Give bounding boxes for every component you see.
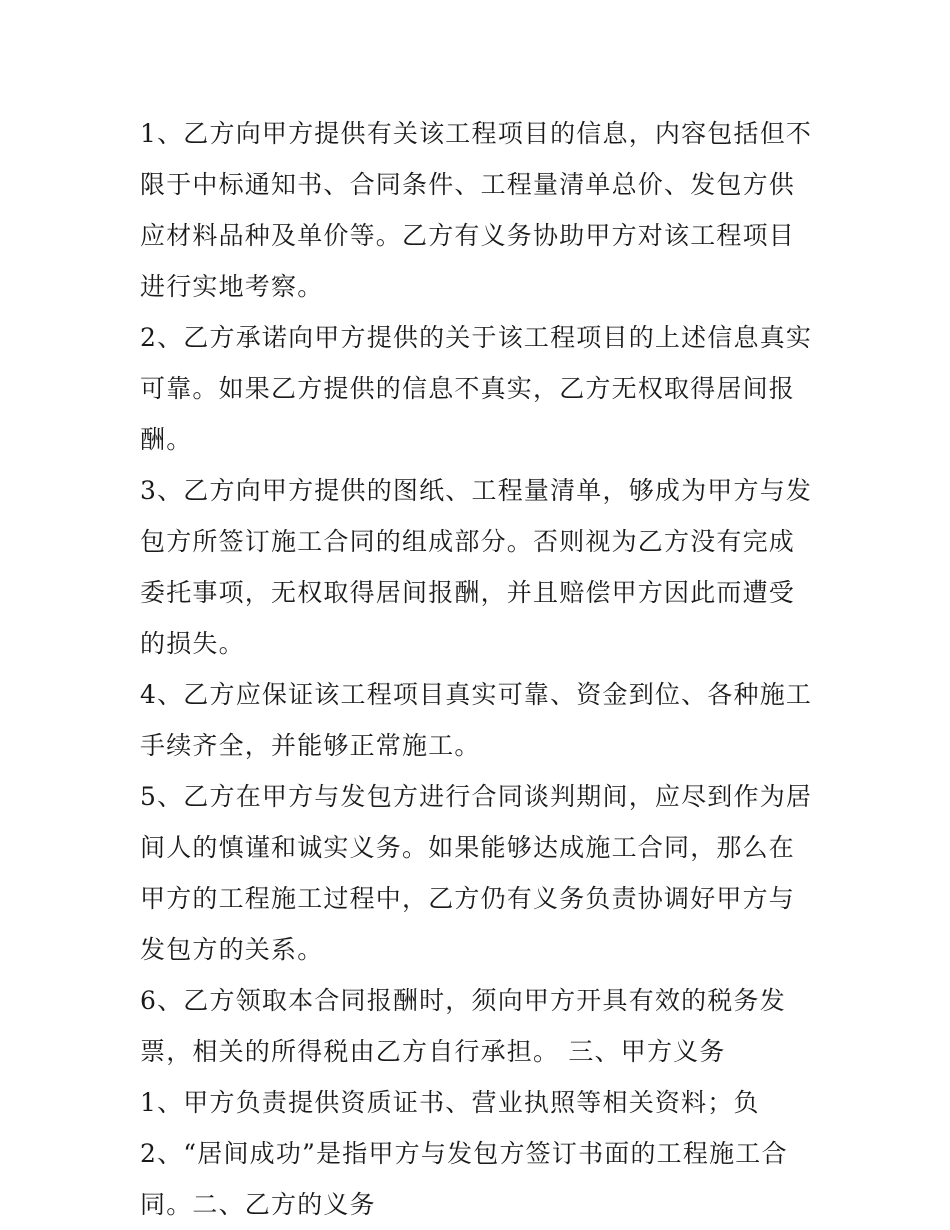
paragraph-6: 6、乙方领取本合同报酬时，须向甲方开具有效的税务发票，相关的所得税由乙方自行承担。 三、甲方义务 xyxy=(140,986,786,1066)
paragraph-4: 4、乙方应保证该工程项目真实可靠、资金到位、各种施工手续齐全，并能够正常施工。 xyxy=(140,680,813,760)
paragraph-1: 1、乙方向甲方提供有关该工程项目的信息，内容包括但不限于中标通知书、合同条件、工程量清单总价、发包方供应材料品种及单价等。乙方有义务协助甲方对该工程项目进行实地考察。 xyxy=(140,119,813,301)
document-body xyxy=(140,108,820,1230)
paragraph-7: 1、甲方负责提供资质证书、营业执照等相关资料；负 2、“居间成功”是指甲方与发包方签订书面的工程施工合同。二、乙方的义务 xyxy=(140,1088,788,1219)
paragraph-5: 5、乙方在甲方与发包方进行合同谈判期间，应尽到作为居间人的慎谨和诚实义务。如果能够达成施工合同，那么在甲方的工程施工过程中，乙方仍有义务负责协调好甲方与发包方的关系。 xyxy=(140,782,813,964)
paragraph-3: 3、乙方向甲方提供的图纸、工程量清单，够成为甲方与发包方所签订施工合同的组成部分。否则视为乙方没有完成委托事项，无权取得居间报酬，并且赔偿甲方因此而遭受的损失。 xyxy=(140,476,813,658)
paragraph-2: 2、乙方承诺向甲方提供的关于该工程项目的上述信息真实可靠。如果乙方提供的信息不真实，乙方无权取得居间报酬。 xyxy=(140,323,813,454)
